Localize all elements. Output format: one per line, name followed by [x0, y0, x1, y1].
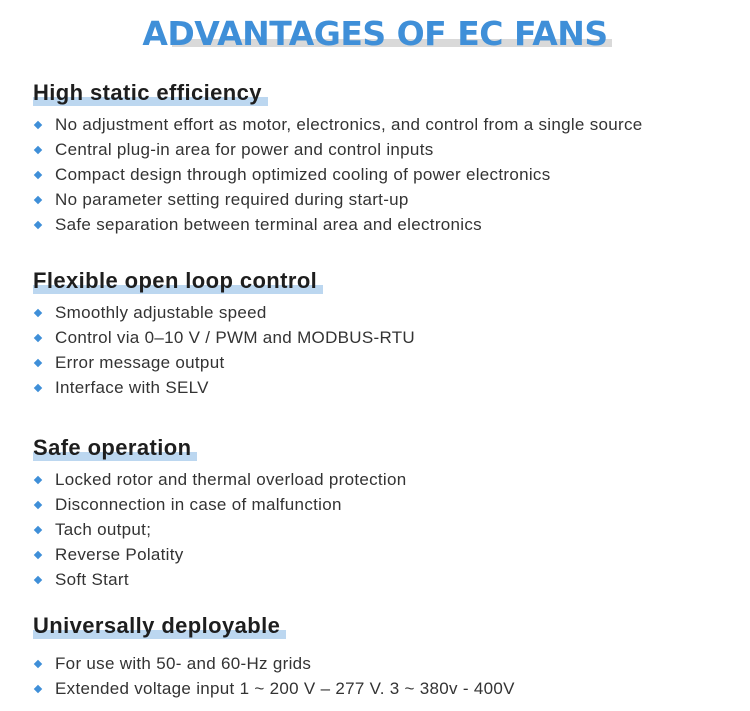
- feature-list: [33, 300, 415, 400]
- list-item: No adjustment effort as motor, electronics, and control from a single source: [33, 112, 643, 137]
- page-header: [0, 14, 750, 53]
- diamond-bullet-icon: [34, 145, 42, 153]
- diamond-bullet-icon: [34, 383, 42, 391]
- diamond-bullet-icon: [34, 500, 42, 508]
- list-item: Tach output;: [33, 517, 407, 542]
- list-item: Soft Start: [33, 567, 407, 592]
- diamond-bullet-icon: [34, 475, 42, 483]
- list-item: Compact design through optimized cooling of power electronics: [33, 162, 643, 187]
- diamond-bullet-icon: [34, 120, 42, 128]
- list-item: No parameter setting required during start-up: [33, 187, 643, 212]
- feature-list: [33, 112, 643, 237]
- page-title: ADVANTAGES OF EC FANS: [142, 14, 607, 53]
- diamond-bullet-icon: [34, 220, 42, 228]
- section-universally-deployable: [33, 613, 515, 701]
- feature-list: [33, 651, 515, 701]
- feature-list: [33, 467, 407, 592]
- section-heading: Safe operation: [33, 435, 191, 461]
- list-item: For use with 50- and 60-Hz grids: [33, 651, 515, 676]
- diamond-bullet-icon: [34, 195, 42, 203]
- diamond-bullet-icon: [34, 550, 42, 558]
- section-high-static-efficiency: [33, 80, 643, 237]
- list-item: Safe separation between terminal area and electronics: [33, 212, 643, 237]
- diamond-bullet-icon: [34, 659, 42, 667]
- section-safe-operation: [33, 435, 407, 592]
- list-item: Locked rotor and thermal overload protection: [33, 467, 407, 492]
- list-item: Control via 0–10 V / PWM and MODBUS-RTU: [33, 325, 415, 350]
- diamond-bullet-icon: [34, 684, 42, 692]
- diamond-bullet-icon: [34, 358, 42, 366]
- list-item: Reverse Polatity: [33, 542, 407, 567]
- list-item: Central plug-in area for power and control inputs: [33, 137, 643, 162]
- diamond-bullet-icon: [34, 308, 42, 316]
- list-item: Error message output: [33, 350, 415, 375]
- list-item: Extended voltage input 1 ~ 200 V – 277 V. 3 ~ 380v - 400V: [33, 676, 515, 701]
- diamond-bullet-icon: [34, 333, 42, 341]
- list-item: Smoothly adjustable speed: [33, 300, 415, 325]
- section-flexible-open-loop-control: [33, 268, 415, 400]
- section-heading: Flexible open loop control: [33, 268, 317, 294]
- diamond-bullet-icon: [34, 525, 42, 533]
- section-heading: High static efficiency: [33, 80, 262, 106]
- diamond-bullet-icon: [34, 170, 42, 178]
- section-heading: Universally deployable: [33, 613, 280, 639]
- list-item: Interface with SELV: [33, 375, 415, 400]
- diamond-bullet-icon: [34, 575, 42, 583]
- list-item: Disconnection in case of malfunction: [33, 492, 407, 517]
